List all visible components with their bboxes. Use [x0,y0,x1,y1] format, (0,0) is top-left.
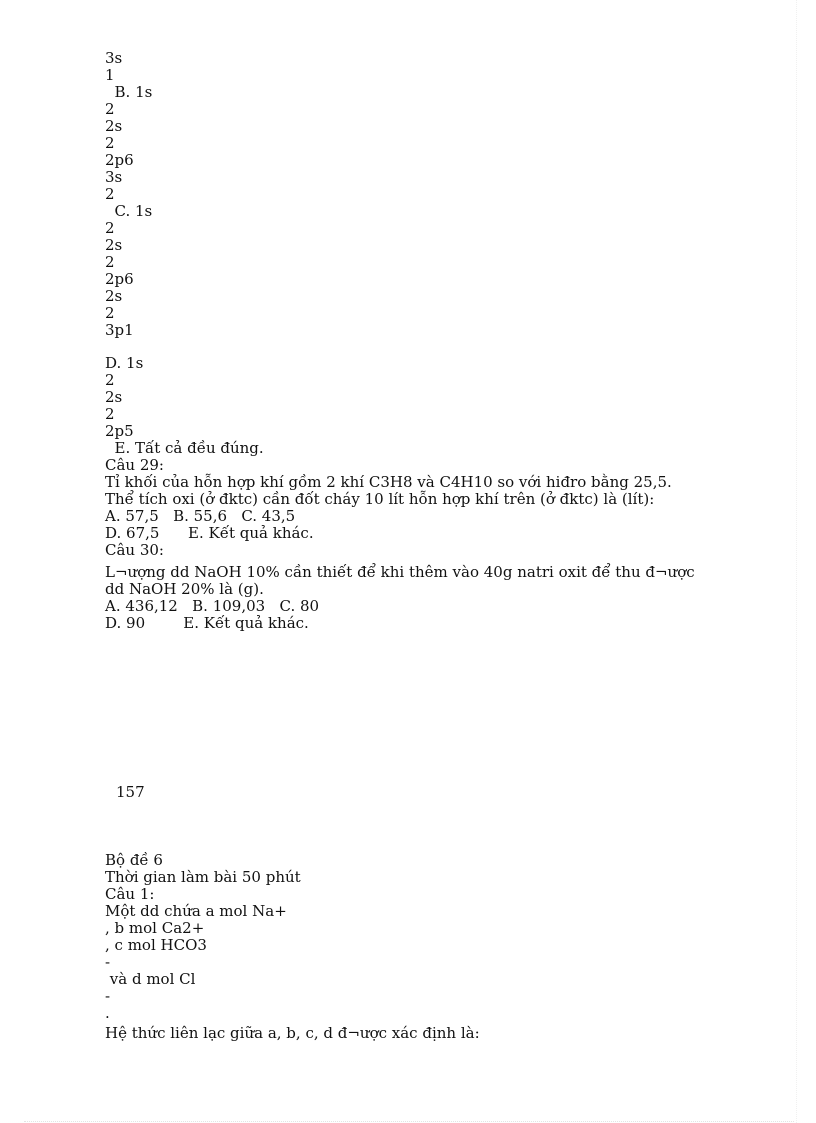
text-line: , b mol Ca2+ [105,919,205,937]
text-line: Thời gian làm bài 50 phút [105,868,301,886]
text-line: - [105,987,111,1005]
page-right-edge [796,0,797,1123]
text-line: 3s [105,49,123,67]
page-bottom-edge [24,1121,794,1122]
text-line: 2s [105,117,123,135]
text-line: Tỉ khối của hỗn hợp khí gồm 2 khí C3H8 và C4H10 so với hiđro bằng 25,5. [105,473,672,491]
section-title: Bộ đề 6 [105,851,163,869]
text-line: , c mol HCO3 [105,936,207,954]
text-line: 2 [105,304,115,322]
text-line: 2 [105,219,115,237]
text-line: 2 [105,185,115,203]
text-line: - [105,953,111,971]
text-line: Một dd chứa a mol Na+ [105,902,287,920]
answer-options: D. 67,5 E. Kết quả khác. [105,524,314,542]
text-line: 2p6 [105,151,134,169]
answer-options: A. 436,12 B. 109,03 C. 80 [105,597,320,615]
text-line: 3p1 [105,321,134,339]
text-line: 2 [105,253,115,271]
text-line: D. 1s [105,354,144,372]
text-line: E. Tất cả đều đúng. [105,439,264,457]
text-line: 2p5 [105,422,134,440]
text-line: dd NaOH 20% là (g). [105,580,264,598]
text-line: Hệ thức liên lạc giữa a, b, c, d đ¬ược xác định là: [105,1024,480,1042]
question-heading: Câu 30: [105,541,164,559]
question-heading: Câu 1: [105,885,155,903]
text-line: L¬ượng dd NaOH 10% cần thiết để khi thêm vào 40g natri oxit để thu đ¬ược [105,563,695,581]
text-line: . [105,1004,110,1022]
page-number: 157 [116,783,145,801]
text-line: Thể tích oxi (ở đktc) cần đốt cháy 10 lít hỗn hợp khí trên (ở đktc) là (lít): [105,490,655,508]
text-line: 1 [105,66,115,84]
text-line: 2 [105,371,115,389]
text-line: 2s [105,287,123,305]
text-line: 2 [105,134,115,152]
question-heading: Câu 29: [105,456,164,474]
answer-options: D. 90 E. Kết quả khác. [105,614,309,632]
text-line: B. 1s [105,83,153,101]
text-line: 2 [105,405,115,423]
text-line: 2s [105,236,123,254]
answer-options: A. 57,5 B. 55,6 C. 43,5 [105,507,296,525]
text-line: 2 [105,100,115,118]
text-line: 3s [105,168,123,186]
text-line: 2s [105,388,123,406]
text-line: C. 1s [105,202,153,220]
text-line: 2p6 [105,270,134,288]
text-line: và d mol Cl [105,970,196,988]
